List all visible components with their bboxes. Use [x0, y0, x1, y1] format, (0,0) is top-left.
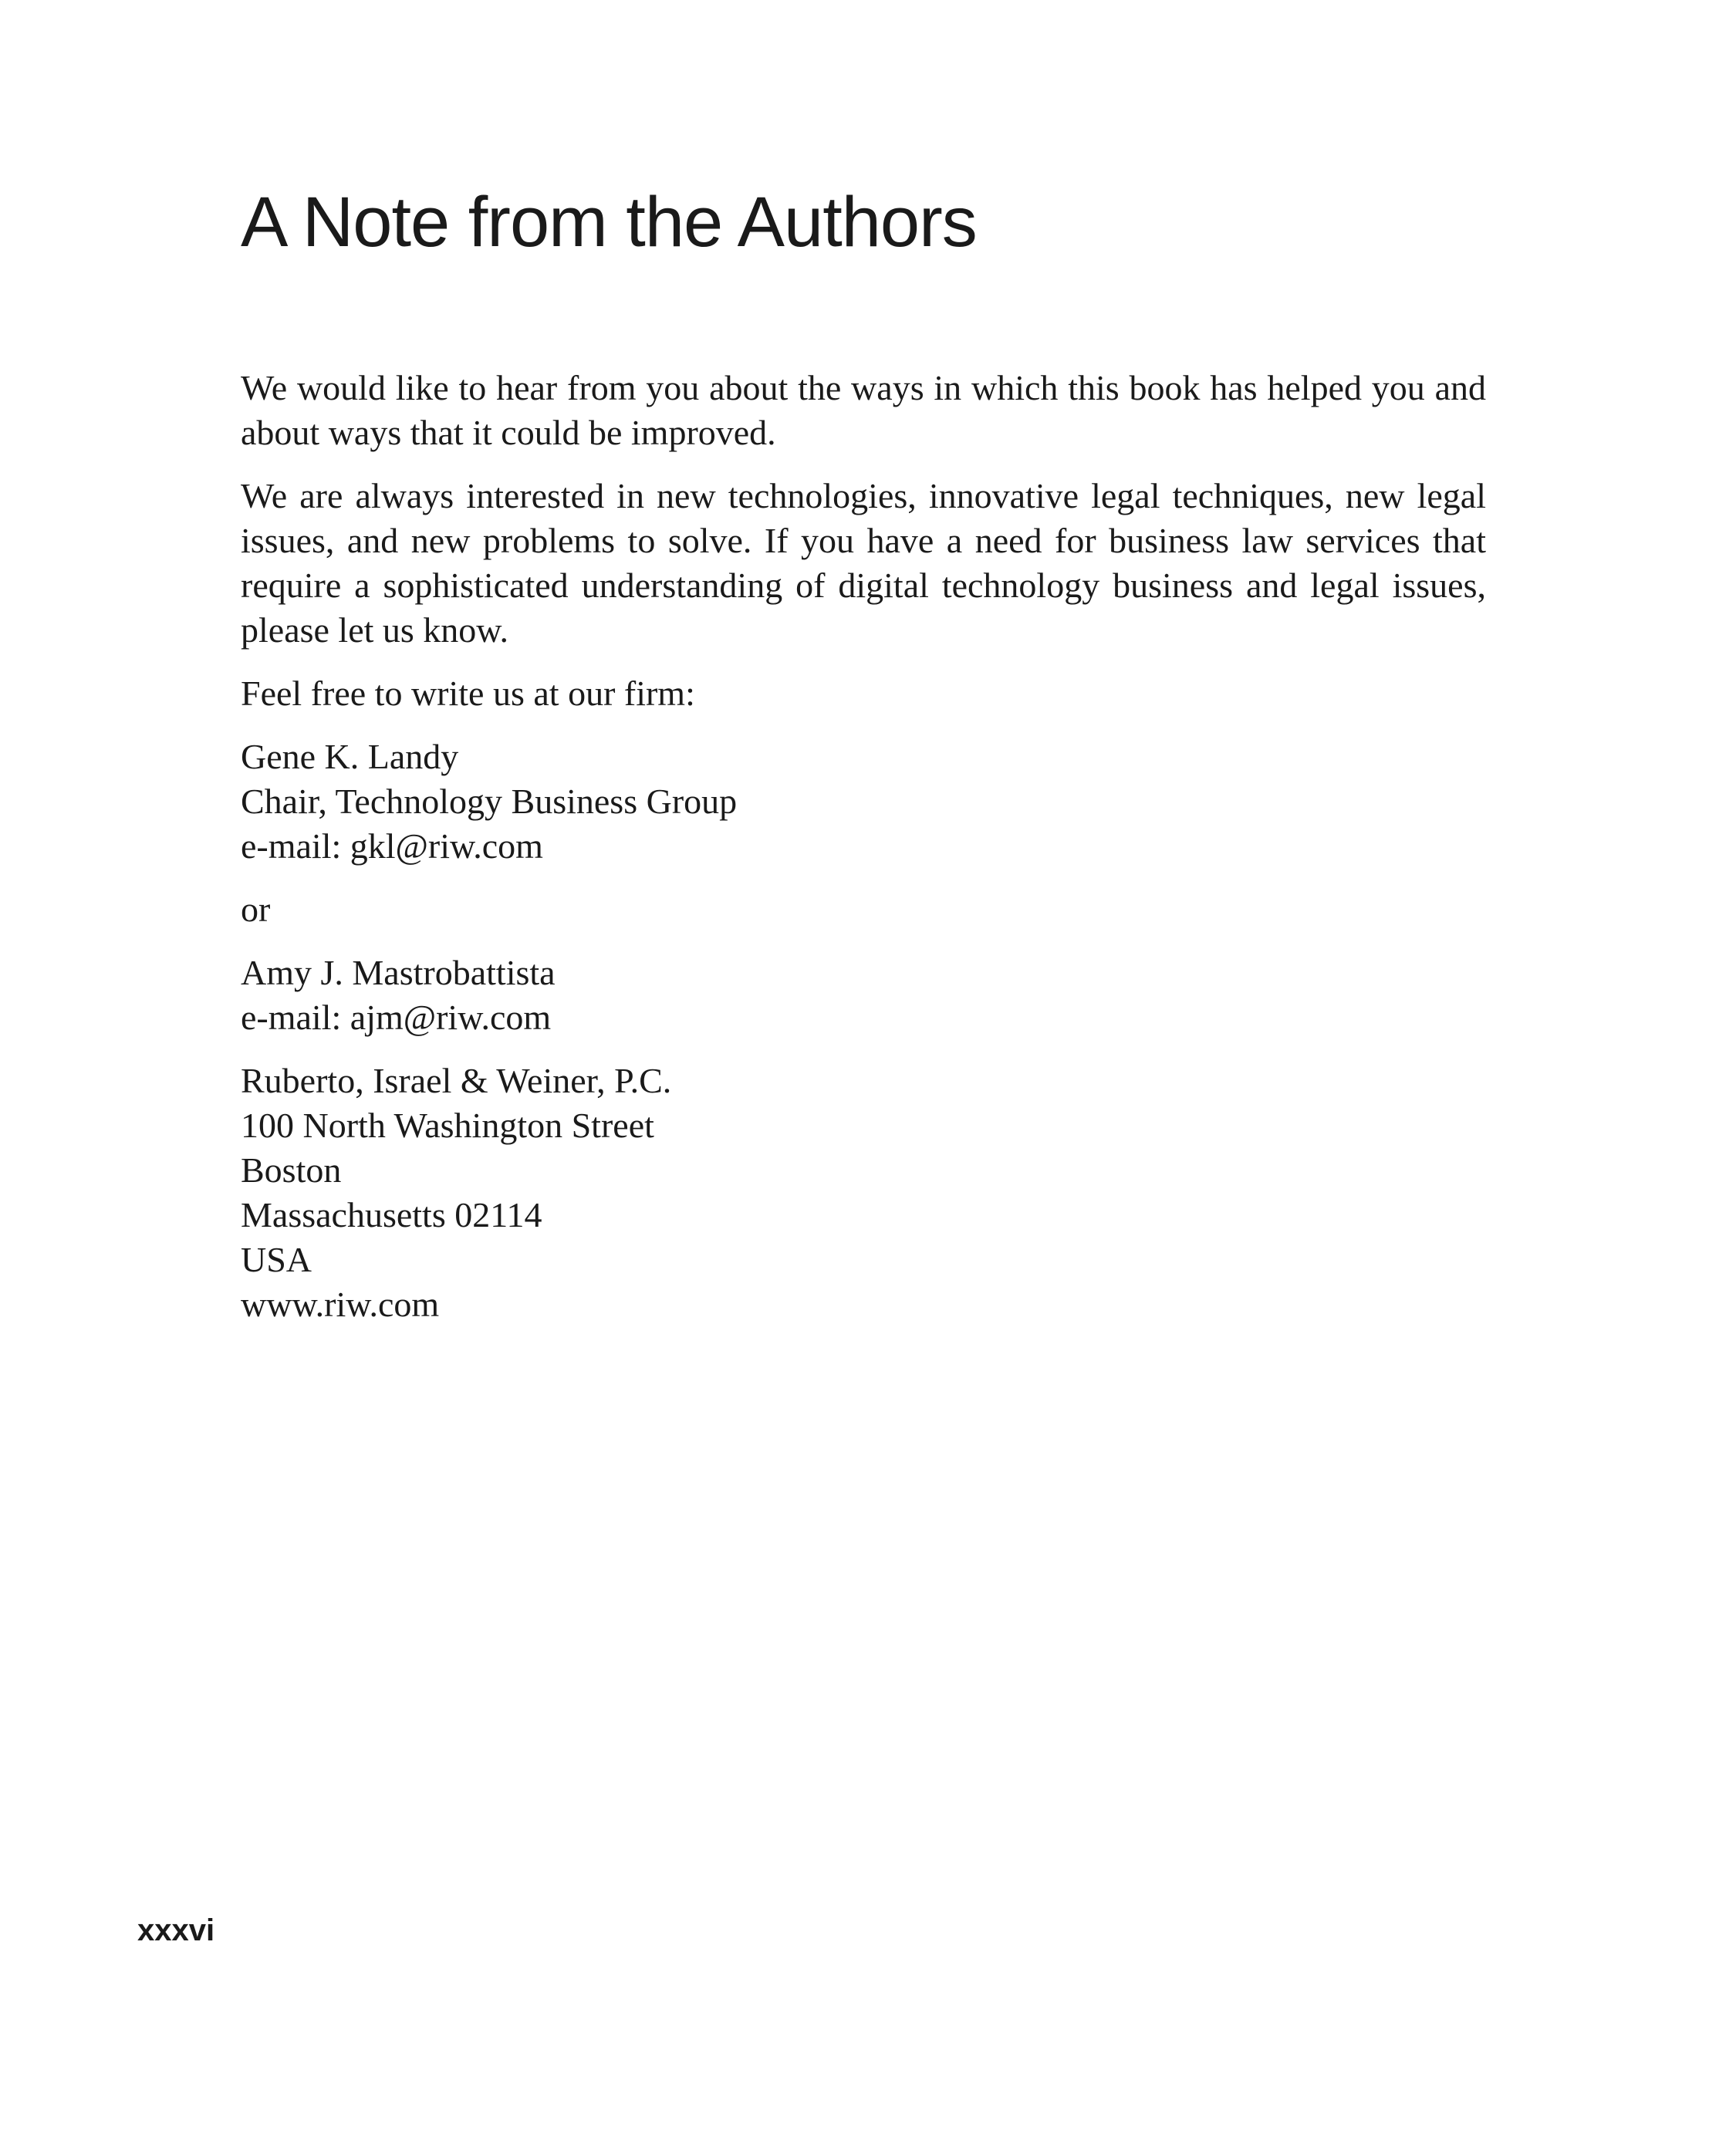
firm-name: Ruberto, Israel & Weiner, P.C.: [241, 1061, 672, 1100]
contact-email: e-mail: gkl@riw.com: [241, 826, 543, 866]
firm-street: 100 North Washington Street: [241, 1106, 654, 1145]
firm-country: USA: [241, 1240, 312, 1279]
page-title: A Note from the Authors: [241, 183, 977, 262]
firm-state-zip: Massachusetts 02114: [241, 1195, 542, 1234]
write-us-paragraph: Feel free to write us at our firm:: [241, 674, 695, 713]
interests-paragraph: We are always interested in new technologies, innovative legal techniques, new legal issues, and new problems to solve. If you have a need for business law services that require a sophisticated understanding of digital technology business and legal issues, please let us know.: [241, 476, 1486, 650]
contact-title: Chair, Technology Business Group: [241, 782, 738, 821]
firm-address: [241, 1059, 1486, 1327]
page-number: xxxvi: [137, 1913, 215, 1947]
contact-name: Amy J. Mastrobattista: [241, 953, 556, 992]
contact-email: e-mail: ajm@riw.com: [241, 998, 552, 1037]
intro-paragraph: We would like to hear from you about the ways in which this book has helped you and about ways that it could be improved.: [241, 368, 1486, 452]
firm-website: www.riw.com: [241, 1285, 440, 1324]
contact-name: Gene K. Landy: [241, 737, 459, 776]
or-separator: or: [241, 890, 271, 929]
contact-gene-landy: [241, 734, 1486, 869]
contact-amy-mastrobattista: [241, 951, 1486, 1040]
firm-city: Boston: [241, 1150, 342, 1190]
page-body: [241, 366, 1486, 1346]
